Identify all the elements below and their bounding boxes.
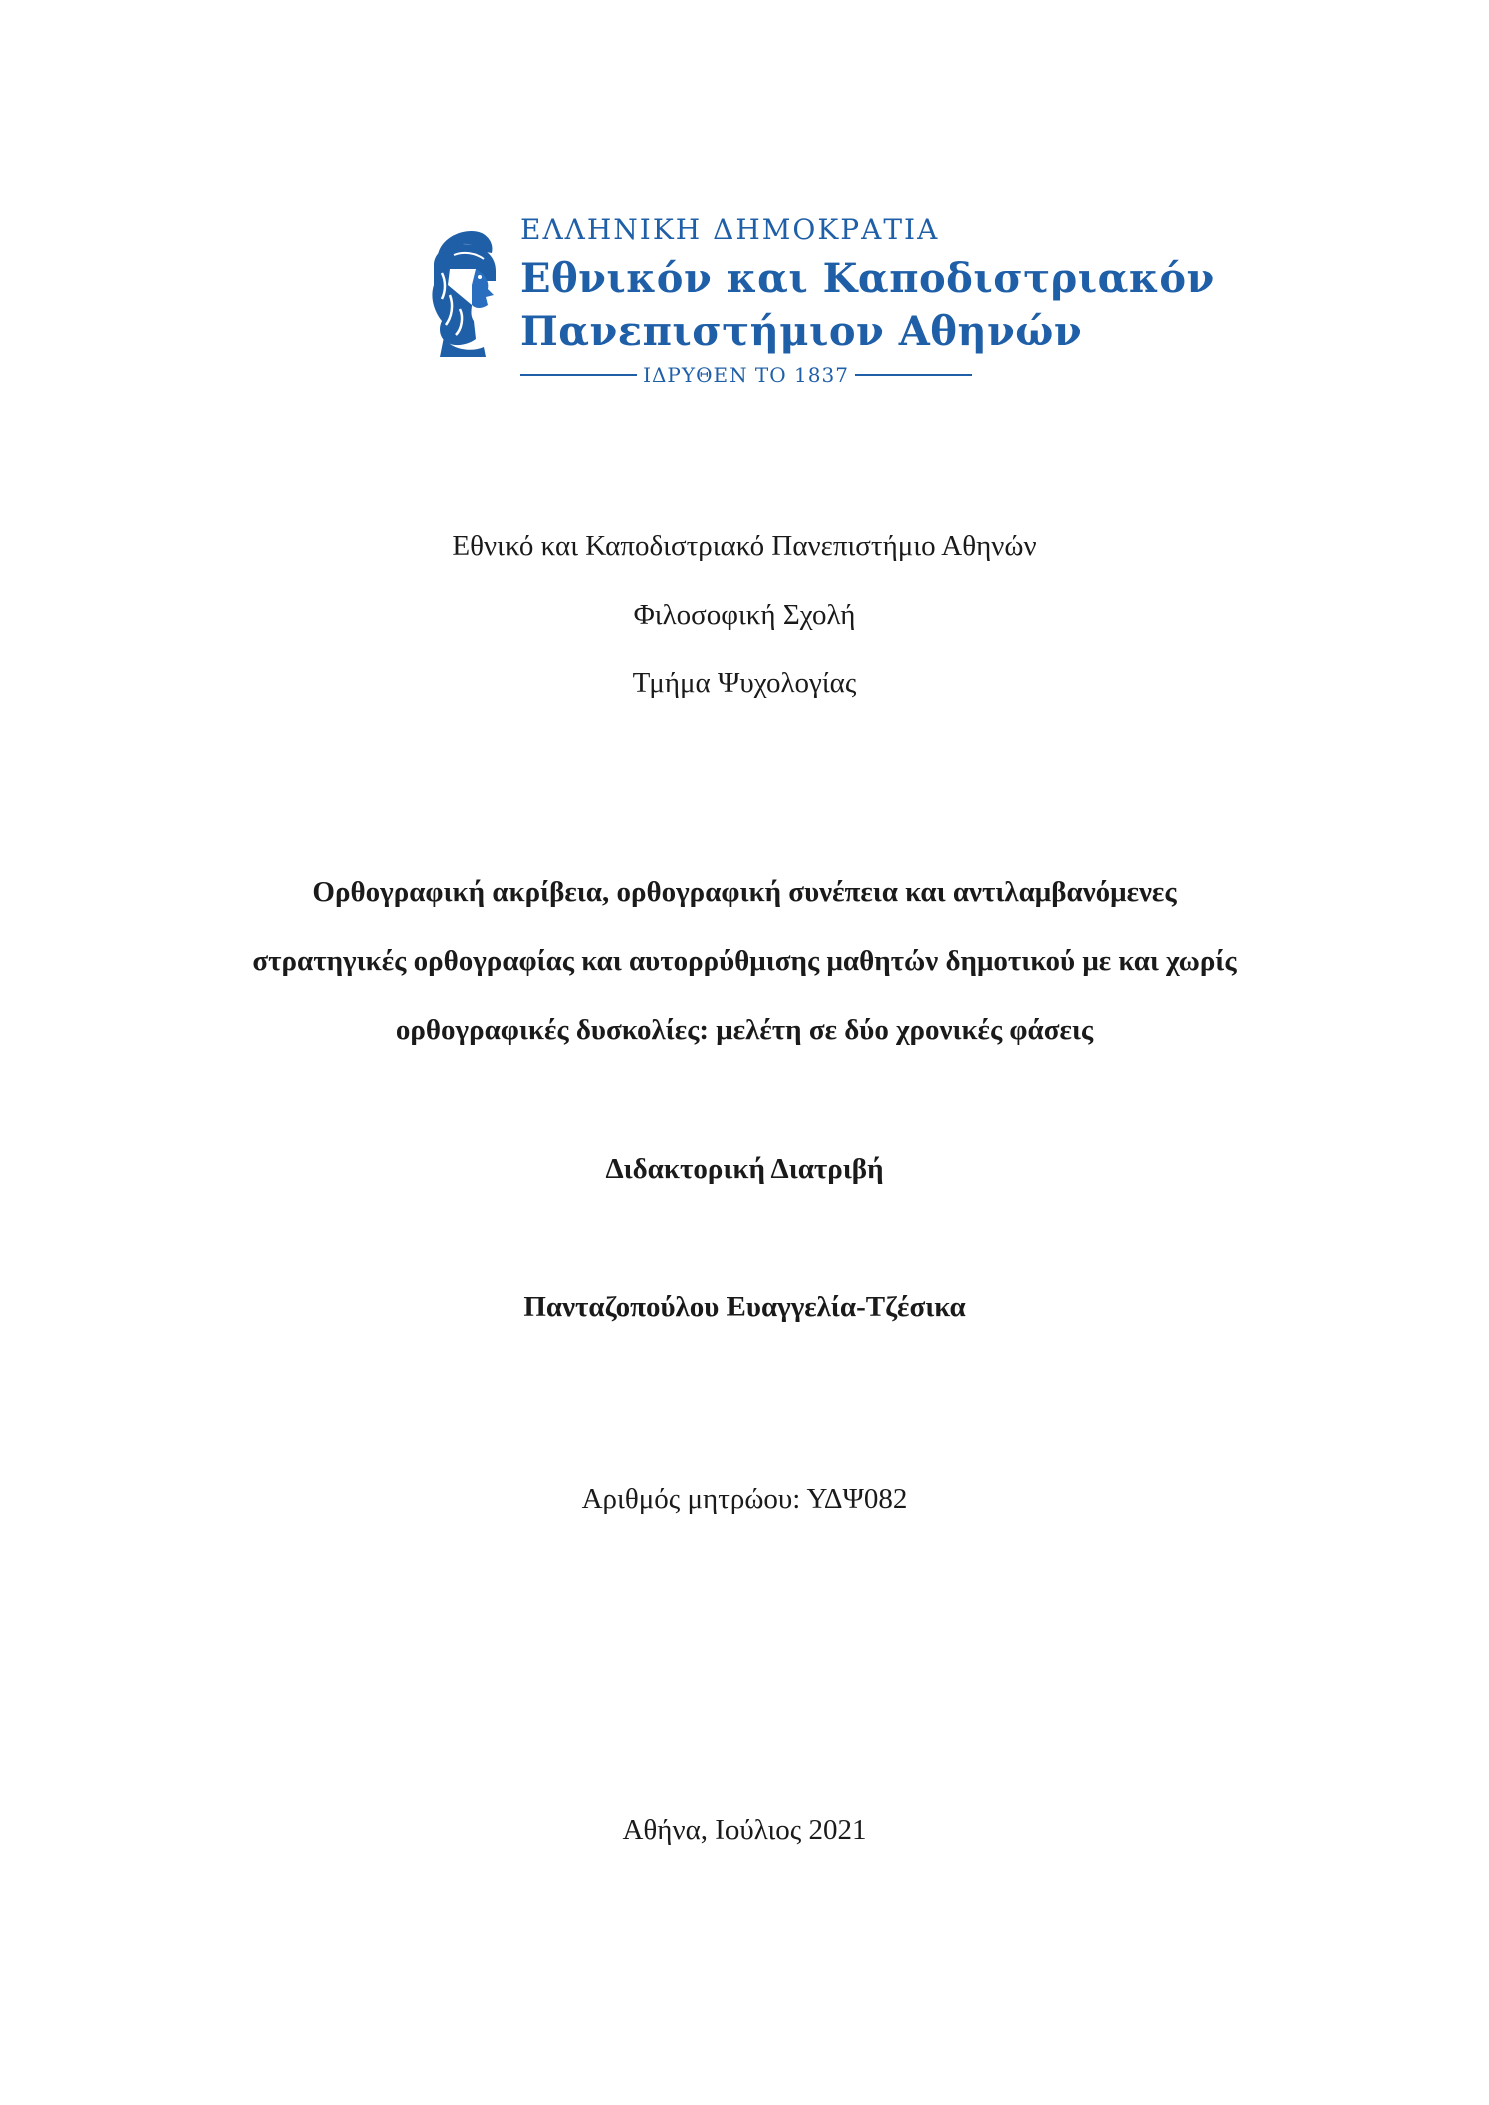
logo-divider-left	[520, 374, 637, 376]
logo-divider-right	[855, 374, 972, 376]
logo-founded-text: ΙΔΡΥΘΕΝ ΤΟ 1837	[643, 363, 849, 387]
university-logo	[420, 205, 1215, 390]
department-name: Τμήμα Ψυχολογίας	[632, 667, 857, 699]
registration-number: Αριθμός μητρώου: ΥΔΨ082	[581, 1483, 908, 1515]
thesis-type: Διδακτορική Διατριβή	[605, 1153, 884, 1185]
logo-university-line1: Εθνικόν και Καποδιστριακόν	[520, 255, 1215, 302]
thesis-title-line-1: Ορθογραφική ακρίβεια, ορθογραφική συνέπεια και αντιλαμβανόμενες	[312, 876, 1177, 908]
university-name: Εθνικό και Καποδιστριακό Πανεπιστήμιο Αθηνών	[452, 530, 1037, 562]
thesis-title-line-2: στρατηγικές ορθογραφίας και αυτορρύθμισης μαθητών δημοτικού με και χωρίς	[252, 945, 1237, 977]
logo-university-line2: Πανεπιστήμιον Αθηνών	[520, 308, 1083, 355]
school-name: Φιλοσοφική Σχολή	[633, 599, 856, 631]
logo-republic-text: ΕΛΛΗΝΙΚΗ ΔΗΜΟΚΡΑΤΙΑ	[520, 213, 940, 246]
place-date: Αθήνα, Ιούλιος 2021	[622, 1814, 867, 1846]
logo-founded-row	[520, 360, 972, 390]
author-name: Πανταζοπούλου Ευαγγελία-Τζέσικα	[523, 1291, 966, 1323]
thesis-title-line-3: ορθογραφικές δυσκολίες: μελέτη σε δύο χρονικές φάσεις	[395, 1014, 1094, 1046]
athena-head-emblem-icon	[420, 225, 510, 360]
